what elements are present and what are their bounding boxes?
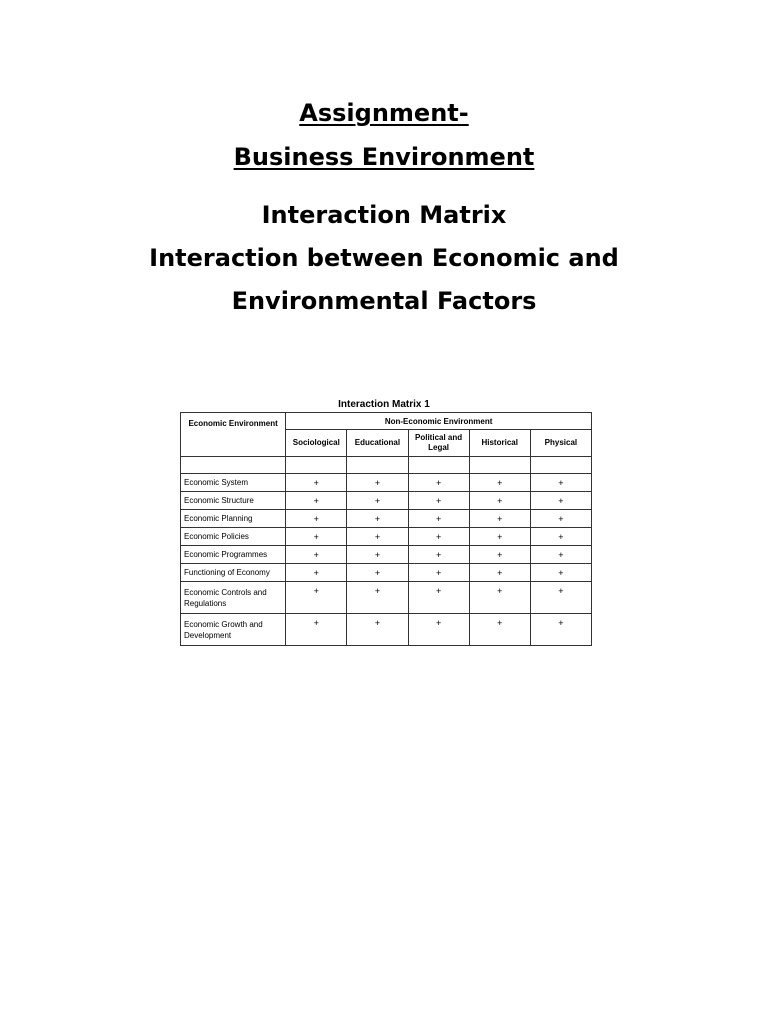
table-cell: + bbox=[530, 546, 591, 564]
table-cell: + bbox=[286, 528, 347, 546]
table-cell: + bbox=[530, 510, 591, 528]
document-title: Assignment- bbox=[299, 99, 469, 127]
table-cell: + bbox=[347, 546, 408, 564]
row-label: Economic Programmes bbox=[181, 546, 286, 564]
table-cell: + bbox=[286, 510, 347, 528]
table-row bbox=[181, 614, 592, 646]
column-header-sociological: Sociological bbox=[286, 430, 347, 457]
table-cell: + bbox=[408, 546, 469, 564]
table-cell: + bbox=[347, 474, 408, 492]
table-cell: + bbox=[530, 528, 591, 546]
table-cell: + bbox=[286, 492, 347, 510]
table-cell: + bbox=[469, 614, 530, 646]
table-cell: + bbox=[469, 582, 530, 614]
header-economic-environment: Economic Environment bbox=[181, 413, 286, 457]
table-cell: + bbox=[347, 510, 408, 528]
table-cell: + bbox=[347, 528, 408, 546]
row-label: Functioning of Economy bbox=[181, 564, 286, 582]
row-label: Economic System bbox=[181, 474, 286, 492]
table-header-row bbox=[181, 413, 592, 430]
table-cell: + bbox=[408, 528, 469, 546]
table-cell: + bbox=[408, 582, 469, 614]
table-cell: + bbox=[408, 510, 469, 528]
table-row bbox=[181, 582, 592, 614]
table-cell: + bbox=[347, 614, 408, 646]
document-subject: Business Environment bbox=[233, 143, 535, 171]
table-spacer-row bbox=[181, 457, 592, 474]
matrix-description-line2: Environmental Factors bbox=[231, 287, 537, 315]
interaction-matrix-table bbox=[180, 412, 592, 646]
table-row bbox=[181, 474, 592, 492]
table-cell: + bbox=[286, 564, 347, 582]
table-cell: + bbox=[469, 474, 530, 492]
table-cell: + bbox=[286, 582, 347, 614]
table-row bbox=[181, 492, 592, 510]
table-cell: + bbox=[408, 492, 469, 510]
matrix-caption: Interaction Matrix 1 bbox=[338, 399, 430, 410]
table-cell: + bbox=[408, 474, 469, 492]
table-cell: + bbox=[530, 564, 591, 582]
table-cell: + bbox=[469, 510, 530, 528]
matrix-description-line1: Interaction between Economic and bbox=[149, 244, 619, 272]
table-row bbox=[181, 546, 592, 564]
table-cell: + bbox=[469, 546, 530, 564]
table-cell: + bbox=[469, 528, 530, 546]
table-cell: + bbox=[286, 546, 347, 564]
table-cell: + bbox=[347, 582, 408, 614]
row-label: Economic Structure bbox=[181, 492, 286, 510]
matrix-heading: Interaction Matrix bbox=[261, 201, 507, 229]
table-cell: + bbox=[286, 474, 347, 492]
column-header-educational: Educational bbox=[347, 430, 408, 457]
table-row bbox=[181, 510, 592, 528]
table-cell: + bbox=[469, 492, 530, 510]
row-label: Economic Controls and Regulations bbox=[181, 582, 286, 614]
row-label: Economic Policies bbox=[181, 528, 286, 546]
row-label: Economic Growth and Development bbox=[181, 614, 286, 646]
table-cell: + bbox=[530, 582, 591, 614]
table-row bbox=[181, 528, 592, 546]
table-cell: + bbox=[408, 614, 469, 646]
table-cell: + bbox=[286, 614, 347, 646]
table-cell: + bbox=[469, 564, 530, 582]
table-cell: + bbox=[530, 474, 591, 492]
table-cell: + bbox=[347, 564, 408, 582]
table-cell: + bbox=[530, 614, 591, 646]
header-non-economic-environment: Non-Economic Environment bbox=[286, 413, 592, 430]
column-header-physical: Physical bbox=[530, 430, 591, 457]
column-header-political-legal: Political and Legal bbox=[408, 430, 469, 457]
table-cell: + bbox=[347, 492, 408, 510]
table-row bbox=[181, 564, 592, 582]
table-cell: + bbox=[408, 564, 469, 582]
column-header-historical: Historical bbox=[469, 430, 530, 457]
row-label: Economic Planning bbox=[181, 510, 286, 528]
table-cell: + bbox=[530, 492, 591, 510]
